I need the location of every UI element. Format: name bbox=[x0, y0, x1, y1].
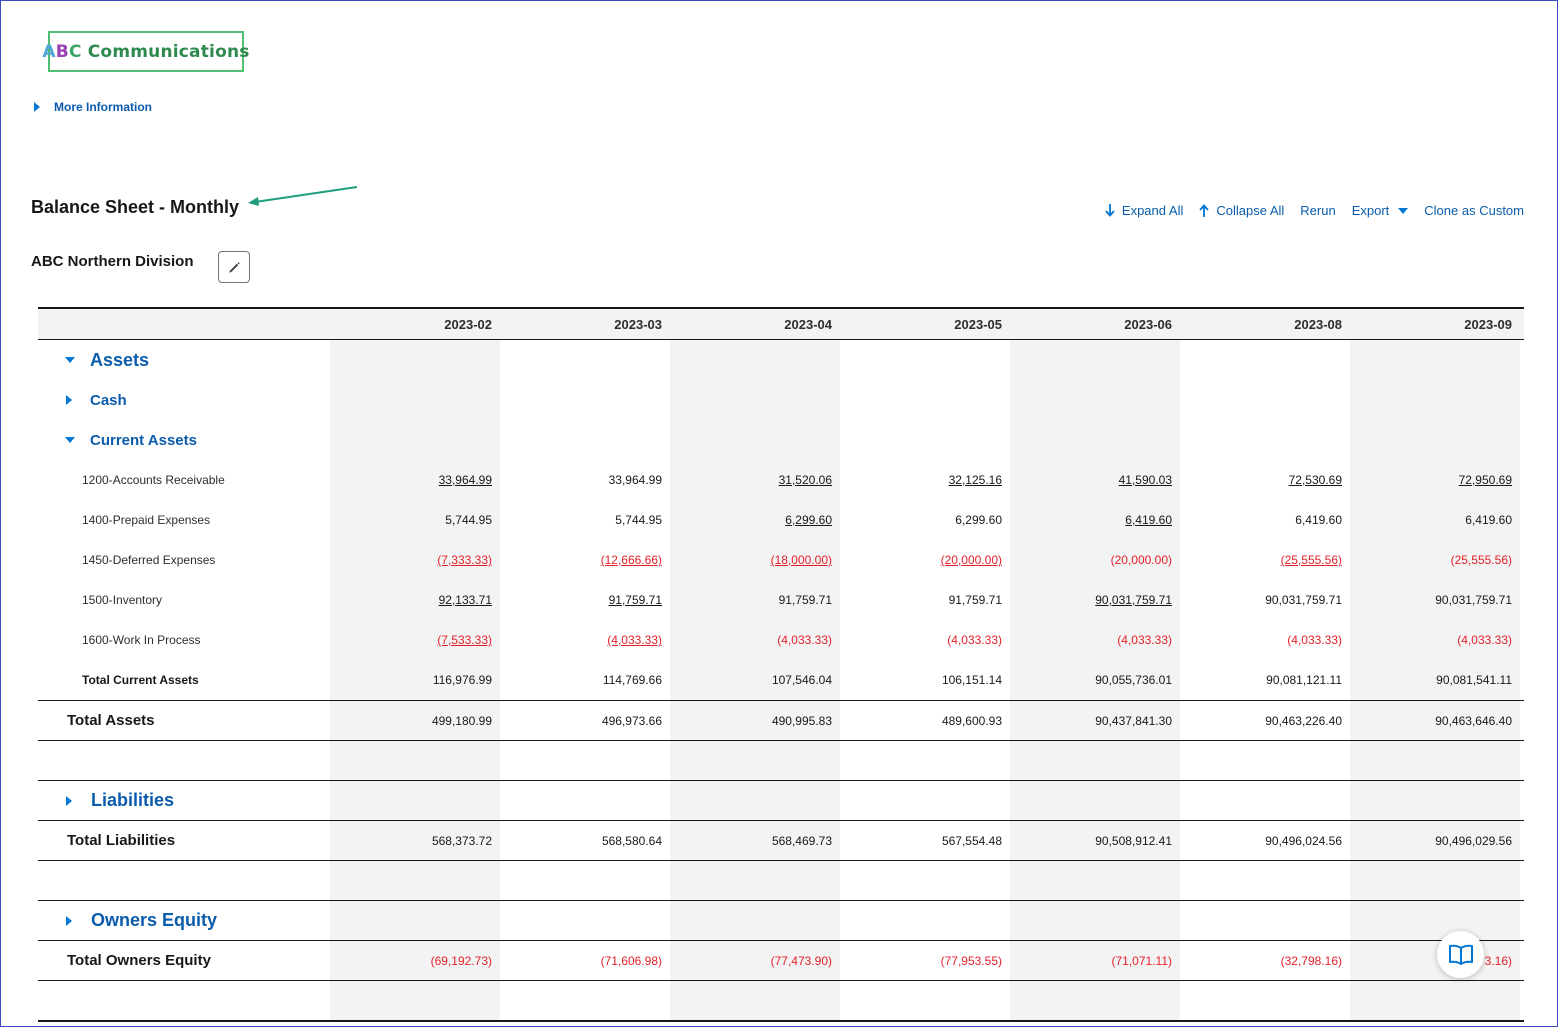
value-link[interactable]: 91,759.71 bbox=[608, 593, 662, 607]
rerun-label: Rerun bbox=[1300, 203, 1336, 218]
value-link[interactable]: (18,000.00) bbox=[770, 553, 832, 567]
section-toggle-liabilities[interactable] bbox=[38, 781, 330, 820]
total-label: Total Assets bbox=[67, 712, 155, 729]
chevron-down-icon bbox=[1398, 208, 1408, 214]
clone-as-custom-label: Clone as Custom bbox=[1424, 203, 1524, 218]
annotation-arrow bbox=[245, 182, 361, 210]
section-label: Cash bbox=[90, 391, 127, 409]
value-text: 90,031,759.71 bbox=[1435, 593, 1512, 607]
value-text: (69,192.73) bbox=[430, 953, 492, 968]
value-text: 568,373.72 bbox=[431, 833, 492, 848]
collapse-all-button[interactable] bbox=[1199, 203, 1284, 218]
value-text: 568,469.73 bbox=[771, 833, 832, 848]
section-label: Current Assets bbox=[90, 431, 197, 449]
value-text: 90,081,541.11 bbox=[1436, 673, 1512, 687]
more-information-toggle[interactable] bbox=[34, 100, 152, 114]
expand-triangle-icon bbox=[66, 395, 72, 405]
value-text: 90,055,736.01 bbox=[1095, 673, 1172, 687]
table-row bbox=[38, 340, 1524, 380]
value-text: 90,508,912.41 bbox=[1095, 833, 1172, 848]
table-row bbox=[38, 820, 1524, 860]
arrow-down-icon bbox=[1105, 204, 1115, 217]
value-text: (4,033.33) bbox=[777, 633, 832, 647]
collapse-all-label: Collapse All bbox=[1216, 203, 1285, 218]
column-header: 2023-03 bbox=[614, 316, 662, 332]
help-button[interactable] bbox=[1437, 931, 1484, 978]
value-text: 106,151.14 bbox=[941, 673, 1002, 687]
value-text: 90,031,759.71 bbox=[1265, 593, 1342, 607]
table-row bbox=[38, 780, 1524, 820]
section-label: Assets bbox=[90, 349, 150, 370]
value-text: 90,496,024.56 bbox=[1265, 833, 1342, 848]
table-header-row bbox=[38, 309, 1524, 340]
column-header: 2023-09 bbox=[1464, 316, 1512, 332]
value-text: 567,554.48 bbox=[941, 833, 1002, 848]
value-link[interactable]: 90,031,759.71 bbox=[1095, 593, 1172, 607]
value-link[interactable]: 41,590.03 bbox=[1118, 473, 1172, 487]
more-information-label: More Information bbox=[54, 100, 152, 114]
rerun-button[interactable] bbox=[1300, 203, 1335, 218]
value-link[interactable]: 72,530.69 bbox=[1288, 473, 1342, 487]
value-link[interactable]: (7,533.33) bbox=[437, 633, 492, 647]
subtotal-label: Total Current Assets bbox=[82, 673, 199, 687]
total-label: Total Owners Equity bbox=[67, 952, 211, 969]
table-row bbox=[38, 700, 1524, 740]
account-label: 1600-Work In Process bbox=[82, 633, 201, 647]
value-text: (77,953.55) bbox=[940, 953, 1002, 968]
value-text: 568,580.64 bbox=[601, 833, 662, 848]
total-label: Total Liabilities bbox=[67, 832, 176, 849]
value-text: 6,419.60 bbox=[1465, 513, 1512, 527]
account-label: 1450-Deferred Expenses bbox=[82, 553, 216, 567]
value-link[interactable]: (20,000.00) bbox=[940, 553, 1002, 567]
column-header: 2023-06 bbox=[1124, 316, 1172, 332]
value-text: 90,463,226.40 bbox=[1265, 713, 1342, 728]
table-row bbox=[38, 540, 1524, 580]
value-text: 107,546.04 bbox=[771, 673, 832, 687]
value-text: (71,071.11) bbox=[1111, 953, 1172, 968]
value-text: 5,744.95 bbox=[445, 513, 492, 527]
expand-all-label: Expand All bbox=[1121, 203, 1184, 218]
spacer-row bbox=[38, 740, 1524, 780]
section-toggle-current-assets[interactable] bbox=[38, 420, 330, 460]
collapse-triangle-icon bbox=[65, 357, 75, 363]
column-header: 2023-02 bbox=[444, 316, 492, 332]
division-name: ABC Northern Division bbox=[31, 253, 194, 270]
value-text: 91,759.71 bbox=[948, 593, 1002, 607]
value-text: 499,180.99 bbox=[431, 713, 492, 728]
column-header: 2023-05 bbox=[954, 316, 1002, 332]
value-text: 6,299.60 bbox=[955, 513, 1002, 527]
value-text: (4,033.33) bbox=[1117, 633, 1172, 647]
value-text: (20,000.00) bbox=[1110, 553, 1172, 567]
value-text: 6,419.60 bbox=[1295, 513, 1342, 527]
value-text: (4,033.33) bbox=[1287, 633, 1342, 647]
expand-all-button[interactable] bbox=[1105, 203, 1183, 218]
value-text: 116,976.99 bbox=[432, 673, 492, 687]
value-text: 496,973.66 bbox=[601, 713, 662, 728]
value-link[interactable]: 33,964.99 bbox=[438, 473, 492, 487]
account-label: 1400-Prepaid Expenses bbox=[82, 513, 211, 527]
edit-division-button[interactable] bbox=[218, 251, 250, 283]
book-icon bbox=[1448, 944, 1474, 966]
export-button[interactable] bbox=[1352, 203, 1409, 218]
value-link[interactable]: (4,033.33) bbox=[607, 633, 662, 647]
table-row bbox=[38, 900, 1524, 940]
value-text: 114,769.66 bbox=[602, 673, 662, 687]
value-link[interactable]: 92,133.71 bbox=[438, 593, 492, 607]
value-text: (4,033.33) bbox=[947, 633, 1002, 647]
expand-triangle-icon bbox=[66, 916, 72, 926]
value-text: 90,437,841.30 bbox=[1095, 713, 1172, 728]
collapse-triangle-icon bbox=[65, 437, 75, 443]
value-text: 3.16) bbox=[1484, 953, 1512, 968]
table-row bbox=[38, 940, 1524, 980]
section-label: Owners Equity bbox=[91, 910, 218, 930]
section-toggle-assets[interactable] bbox=[38, 340, 330, 380]
expand-triangle-icon bbox=[66, 796, 72, 806]
section-label: Liabilities bbox=[91, 790, 175, 810]
value-text: (25,555.56) bbox=[1450, 553, 1512, 567]
company-logo: A B C Communications bbox=[48, 31, 244, 72]
value-text: 91,759.71 bbox=[778, 593, 832, 607]
value-link[interactable]: 6,419.60 bbox=[1125, 513, 1172, 527]
value-text: (77,473.90) bbox=[770, 953, 832, 968]
value-text: 489,600.93 bbox=[941, 713, 1002, 728]
table-row bbox=[38, 500, 1524, 540]
value-text: 33,964.99 bbox=[608, 473, 662, 487]
section-toggle-cash[interactable] bbox=[38, 380, 330, 420]
table-row bbox=[38, 660, 1524, 700]
column-header: 2023-08 bbox=[1294, 316, 1342, 332]
value-link[interactable]: (25,555.56) bbox=[1280, 553, 1342, 567]
table-row bbox=[38, 580, 1524, 620]
value-text: 90,496,029.56 bbox=[1435, 833, 1512, 848]
value-text: (71,606.98) bbox=[600, 953, 662, 968]
value-text: 90,463,646.40 bbox=[1435, 713, 1512, 728]
export-label: Export bbox=[1351, 203, 1390, 218]
value-link[interactable]: (7,333.33) bbox=[437, 553, 492, 567]
value-text: 90,081,121.11 bbox=[1266, 673, 1342, 687]
spacer-row bbox=[38, 860, 1524, 900]
table-bottom-rule bbox=[38, 1020, 1524, 1022]
value-text: (32,798.16) bbox=[1280, 953, 1342, 968]
column-header: 2023-04 bbox=[784, 316, 832, 332]
table-row bbox=[38, 460, 1524, 500]
value-link[interactable]: (12,666.66) bbox=[600, 553, 662, 567]
value-link[interactable]: 6,299.60 bbox=[785, 513, 832, 527]
value-link[interactable]: 31,520.06 bbox=[778, 473, 832, 487]
account-label: 1200-Accounts Receivable bbox=[82, 473, 225, 487]
value-link[interactable]: 72,950.69 bbox=[1458, 473, 1512, 487]
section-toggle-owners-equity[interactable] bbox=[38, 901, 330, 940]
spacer-row bbox=[38, 980, 1524, 1020]
table-row bbox=[38, 420, 1524, 460]
table-row bbox=[38, 620, 1524, 660]
pencil-icon bbox=[228, 261, 241, 274]
clone-as-custom-button[interactable] bbox=[1424, 203, 1524, 218]
value-text: 5,744.95 bbox=[615, 513, 662, 527]
account-label: 1500-Inventory bbox=[82, 593, 163, 607]
value-link[interactable]: 32,125.16 bbox=[948, 473, 1002, 487]
report-toolbar bbox=[1089, 203, 1524, 218]
value-text: 490,995.83 bbox=[771, 713, 832, 728]
value-text: (4,033.33) bbox=[1457, 633, 1512, 647]
page-title: Balance Sheet - Monthly bbox=[31, 197, 240, 217]
arrow-up-icon bbox=[1199, 204, 1209, 217]
balance-sheet-table bbox=[38, 307, 1524, 1022]
table-row bbox=[38, 380, 1524, 420]
expand-triangle-icon bbox=[34, 102, 40, 112]
